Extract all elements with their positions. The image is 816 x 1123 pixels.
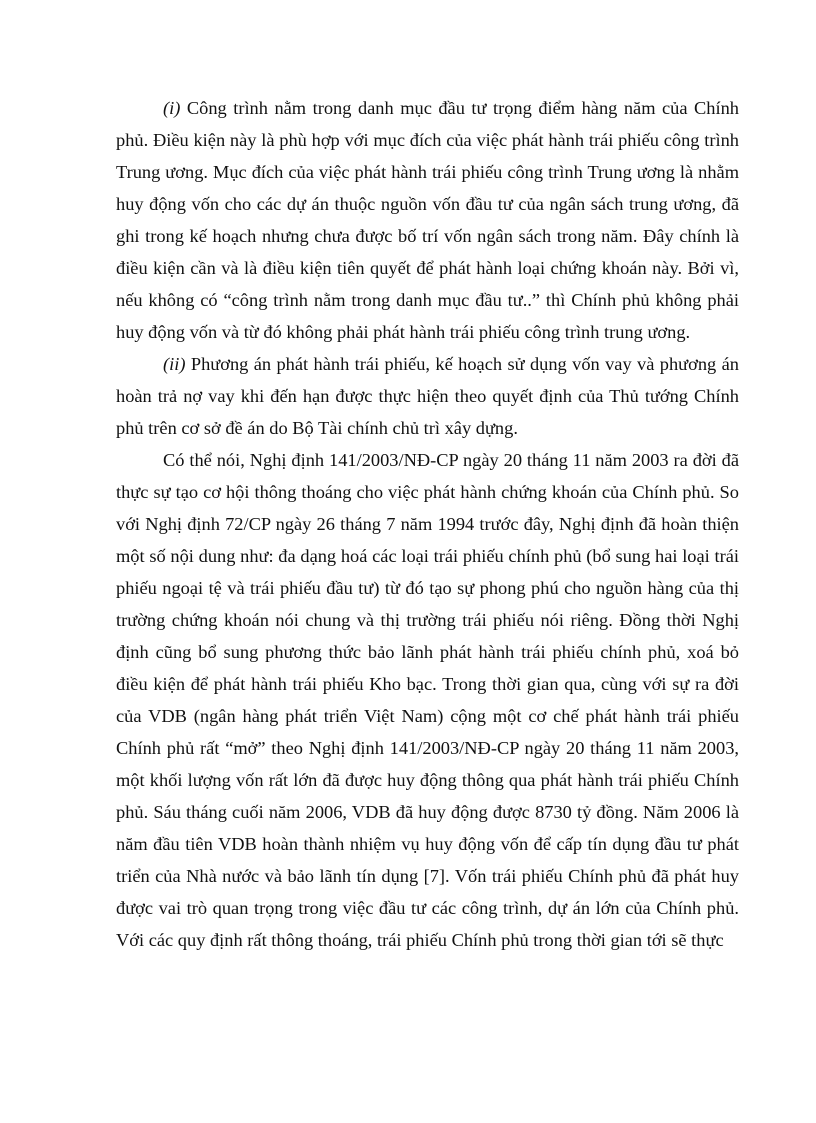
list-marker-i: (i) (163, 98, 181, 118)
paragraph-decree-141 (116, 444, 739, 956)
document-page (116, 92, 739, 956)
paragraph-condition-i (116, 92, 739, 348)
list-marker-ii: (ii) (163, 354, 186, 374)
paragraph-text: Phương án phát hành trái phiếu, kế hoạch sử dụng vốn vay và phương án hoàn trả nợ vay khi đến hạn được thực hiện theo quyết định của Thủ tướng Chính phủ trên cơ sở đề án do Bộ Tài chính chủ trì xây dựng. (116, 354, 739, 438)
paragraph-condition-ii (116, 348, 739, 444)
paragraph-text: Công trình nằm trong danh mục đầu tư trọng điểm hàng năm của Chính phủ. Điều kiện này là phù hợp với mục đích của việc phát hành trái phiếu công trình Trung ương. Mục đích của việc phát hành trái phiếu công trình Trung ương là nhằm huy động vốn cho các dự án thuộc nguồn vốn đầu tư của ngân sách trung ương, đã ghi trong kế hoạch nhưng chưa được bố trí vốn ngân sách trong năm. Đây chính là điều kiện cần và là điều kiện tiên quyết để phát hành loại chứng khoán này. Bởi vì, nếu không có “công trình nằm trong danh mục đầu tư..” thì Chính phủ không phải huy động vốn và từ đó không phải phát hành trái phiếu công trình trung ương. (116, 98, 739, 342)
paragraph-text: Có thể nói, Nghị định 141/2003/NĐ-CP ngày 20 tháng 11 năm 2003 ra đời đã thực sự tạo cơ hội thông thoáng cho việc phát hành chứng khoán của Chính phủ. So với Nghị định 72/CP ngày 26 tháng 7 năm 1994 trước đây, Nghị định đã hoàn thiện một số nội dung như: đa dạng hoá các loại trái phiếu chính phủ (bổ sung hai loại trái phiếu ngoại tệ và trái phiếu đầu tư) từ đó tạo sự phong phú cho nguồn hàng của thị trường chứng khoán nói chung và thị trường trái phiếu nói riêng. Đồng thời Nghị định cũng bổ sung phương thức bảo lãnh phát hành trái phiếu chính phủ, xoá bỏ điều kiện để phát hành trái phiếu Kho bạc. Trong thời gian qua, cùng với sự ra đời của VDB (ngân hàng phát triển Việt Nam) cộng một cơ chế phát hành trái phiếu Chính phủ rất “mở” theo Nghị định 141/2003/NĐ-CP ngày 20 tháng 11 năm 2003, một khối lượng vốn rất lớn đã được huy động thông qua phát hành trái phiếu Chính phủ. Sáu tháng cuối năm 2006, VDB đã huy động được 8730 tỷ đồng. Năm 2006 là năm đầu tiên VDB hoàn thành nhiệm vụ huy động vốn để cấp tín dụng đầu tư phát triển của Nhà nước và bảo lãnh tín dụng [7]. Vốn trái phiếu Chính phủ đã phát huy được vai trò quan trọng trong việc đầu tư các công trình, dự án lớn của Chính phủ. Với các quy định rất thông thoáng, trái phiếu Chính phủ trong thời gian tới sẽ thực (116, 450, 739, 950)
